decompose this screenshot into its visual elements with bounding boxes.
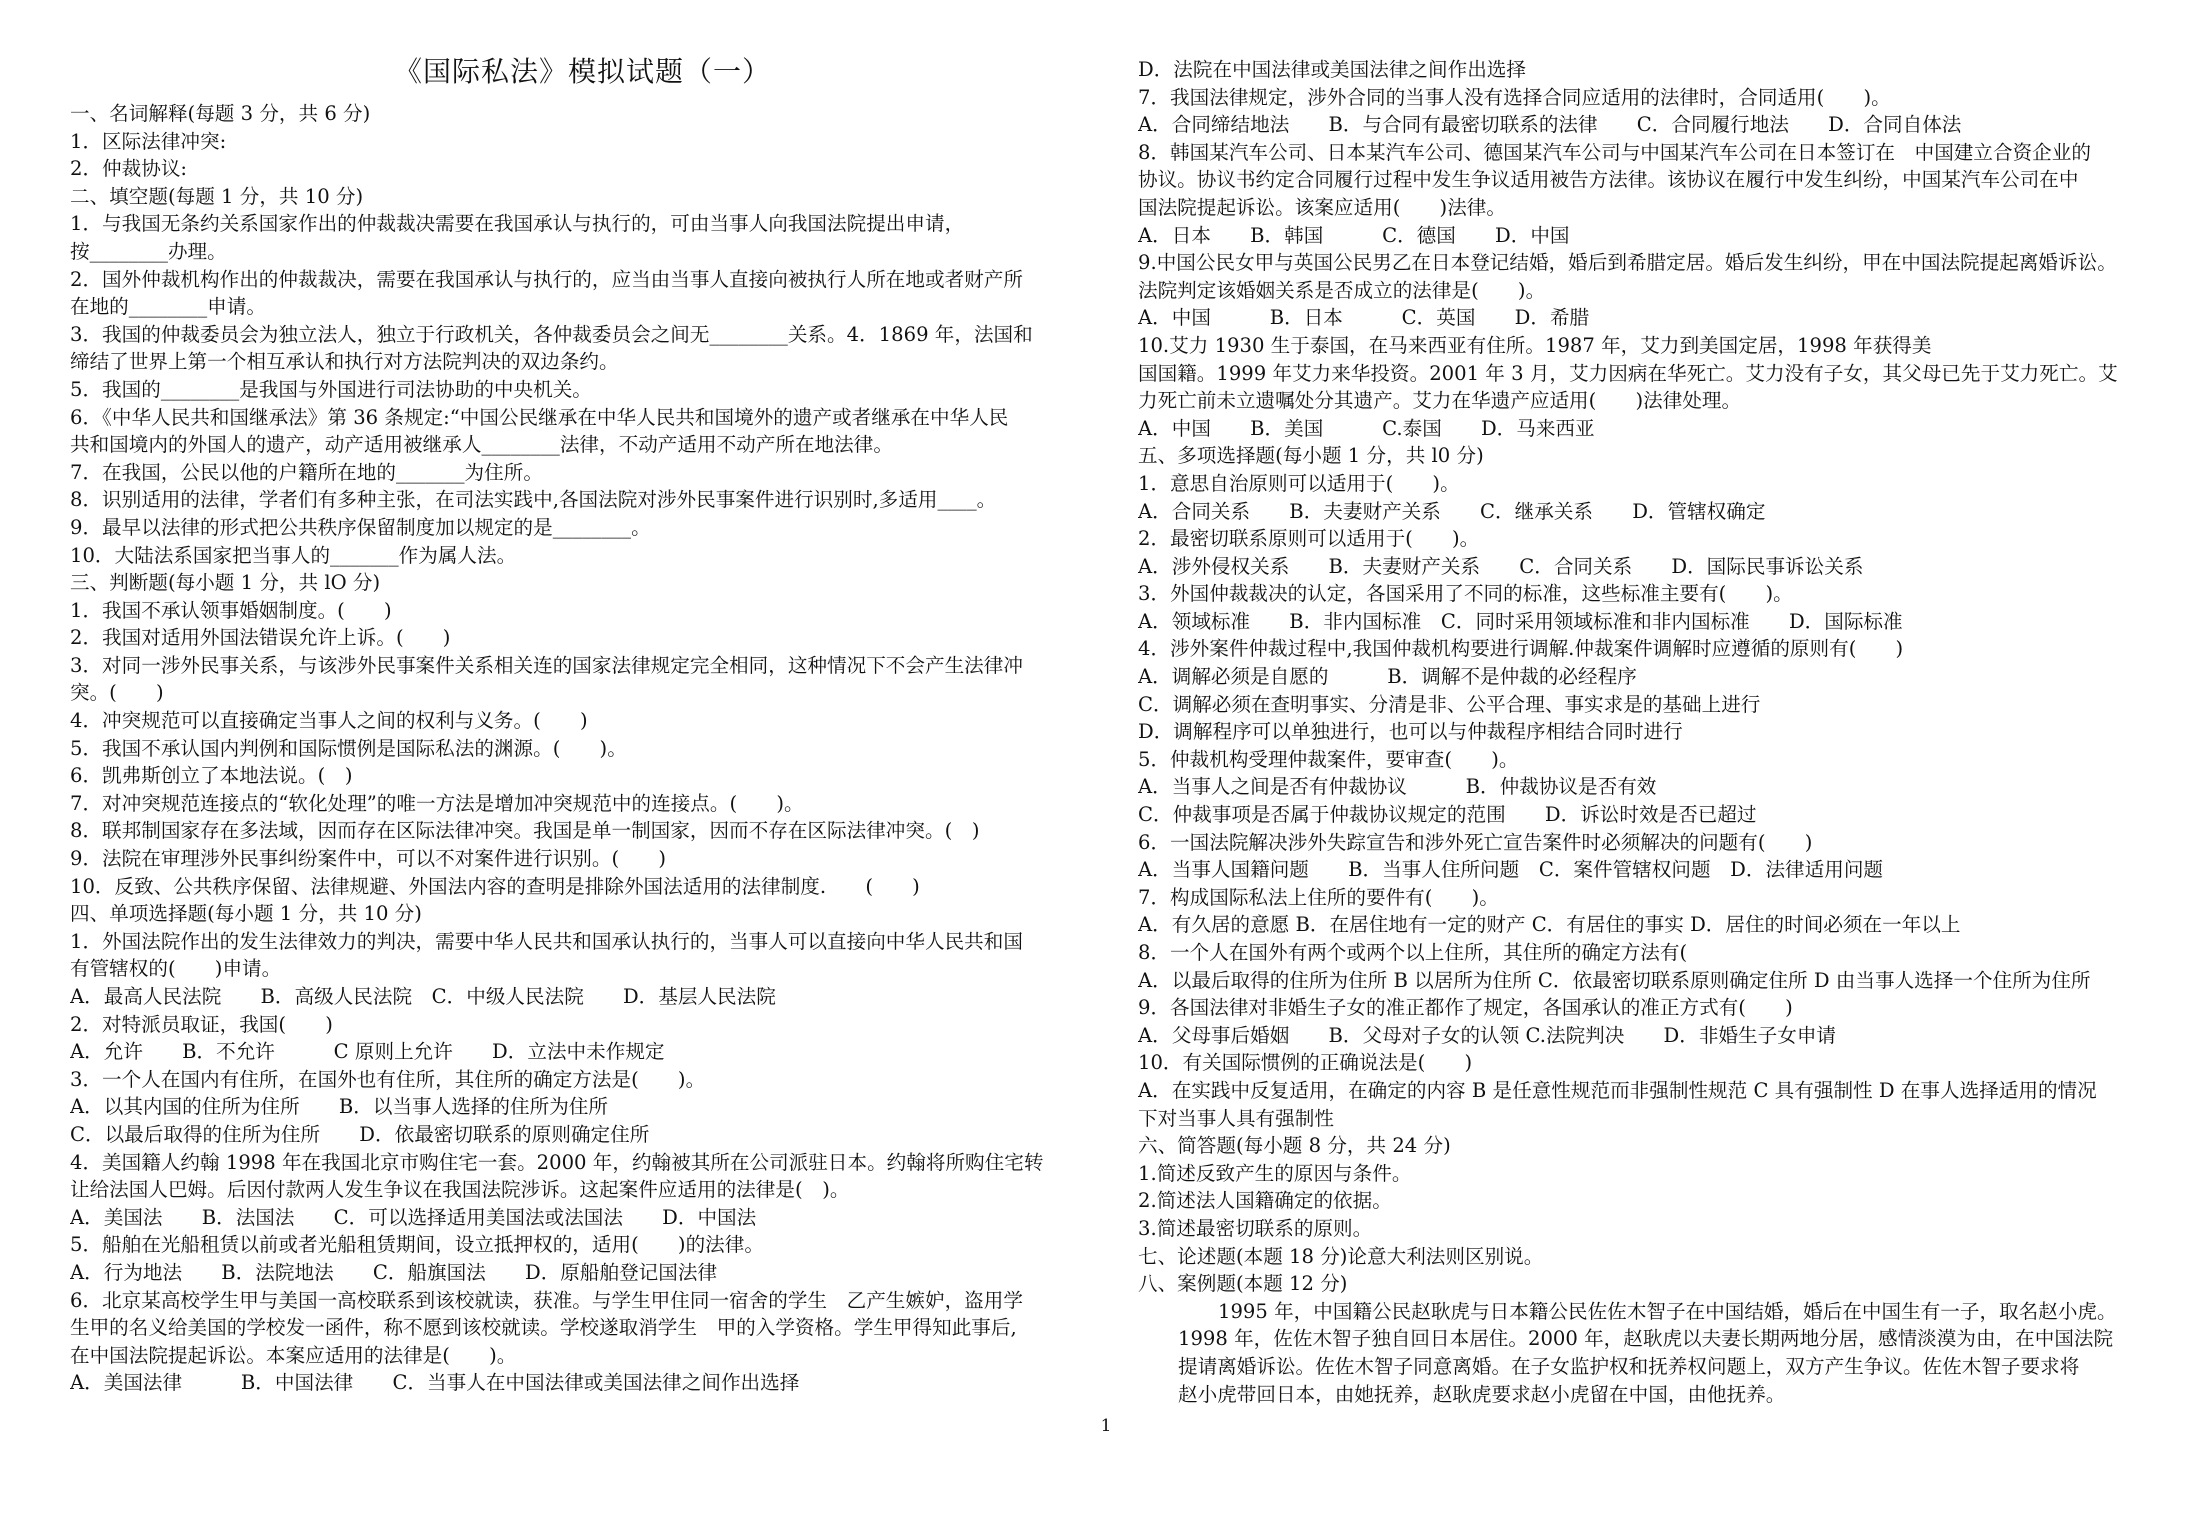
text-line: 7．对冲突规范连接点的“软化处理”的唯一方法是增加冲突规范中的连接点。( )。 [70,791,804,815]
text-line: 4．冲突规范可以直接确定当事人之间的权利与义务。( ) [70,709,588,733]
text-line: C．调解必须在查明事实、分清是非、公平合理、事实求是的基础上进行 [1138,692,1761,716]
text-line: A．美国法律 B．中国法律 C．当事人在中国法律或美国法律之间作出选择 [70,1371,800,1395]
text-line: 生甲的名义给美国的学校发一函件，称不愿到该校就读。学校遂取消学生 甲的入学资格。学生甲得知此事后, [70,1316,1017,1340]
text-line: 在地的________申请。 [70,295,266,319]
text-line: 一、名词解释(每题 3 分，共 6 分) [70,102,371,125]
text-line: 3．我国的仲裁委员会为独立法人，独立于行政机关，各仲裁委员会之间无________关系。4．1869 年，法国和 [70,322,1033,346]
text-line: A．行为地法 B．法院地法 C．船旗国法 D．原船舶登记国法律 [70,1260,718,1284]
text-line: 国国籍。1999 年艾力来华投资。2001 年 3 月，艾力因病在华死亡。艾力没有子女，其父母已先于艾力死亡。艾 [1138,361,2118,385]
text-line: 2．对特派员取证，我国( ) [70,1012,333,1036]
text-line: 7．在我国，公民以他的户籍所在地的_______为住所。 [70,460,543,484]
text-line: 4．涉外案件仲裁过程中,我国仲裁机构要进行调解.仲裁案件调解时应遵循的原则有( ) [1138,637,1904,661]
text-line: 让给法国人巴姆。后因付款两人发生争议在我国法院涉诉。这起案件应适用的法律是( )。 [70,1178,850,1202]
text-line: 1．区际法律冲突: [70,129,227,153]
text-line: 9．法院在审理涉外民事纠纷案件中，可以不对案件进行识别。( ) [70,847,666,871]
text-line: A．以其内国的住所为住所 B．以当事人选择的住所为住所 [70,1095,608,1119]
case-text [1138,1298,2160,1408]
text-line: 6．北京某高校学生甲与美国一高校联系到该校就读，获准。与学生甲住同一宿舍的学生 乙产生嫉妒，盗用学 [70,1288,1023,1312]
case-line: 1998 年，佐佐木智子独自回日本居住。2000 年，赵耿虎以夫妻长期两地分居，感情淡漠为由，在中国法院 [1178,1327,2114,1351]
text-line: A．当事人之间是否有仲裁协议 B．仲裁协议是否有效 [1138,775,1657,799]
text-line: 8．韩国某汽车公司、日本某汽车公司、德国某汽车公司与中国某汽车公司在日本签订在 中国建立合资企业的 [1138,140,2091,164]
text-line: 八、案例题(本题 12 分) [1138,1272,1348,1296]
text-line: 8．联邦制国家存在多法域，因而存在区际法律冲突。我国是单一制国家，因而不存在区际法律冲突。( ) [70,819,980,843]
text-line: 突。( ) [70,681,164,705]
text-line: A．有久居的意愿 B．在居住地有一定的财产 C．有居住的事实 D．居住的时间必须在一年以上 [1138,913,1961,937]
text-line: 2．国外仲裁机构作出的仲裁裁决，需要在我国承认与执行的，应当由当事人直接向被执行人所在地或者财产所 [70,267,1023,291]
case-line: 1995 年，中国籍公民赵耿虎与日本籍公民佐佐木智子在中国结婚，婚后在中国生有一子，取名赵小虎。 [1218,1299,2117,1323]
text-line: 10．反致、公共秩序保留、法律规避、外国法内容的查明是排除外国法适用的法律制度. ( ) [70,874,920,898]
text-line: A．涉外侵权关系 B．夫妻财产关系 C．合同关系 D．国际民事诉讼关系 [1138,554,1864,578]
text-line: 5．我国的________是我国与外国进行司法协助的中央机关。 [70,377,592,401]
text-line: 四、单项选择题(每小题 1 分，共 10 分) [70,902,422,926]
text-line: A．调解必须是自愿的 B．调解不是仲裁的必经程序 [1138,665,1637,689]
text-line: 8．一个人在国外有两个或两个以上住所，其住所的确定方法有( [1138,941,1688,964]
text-line: 10.艾力 1930 生于泰国，在马来西亚有住所。1987 年，艾力到美国定居，1998 年获得美 [1138,333,1932,357]
right-text-lines [1138,56,2160,1298]
text-line: 法院判定该婚姻关系是否成立的法律是( )。 [1138,278,1546,302]
text-line: 二、填空题(每题 1 分，共 10 分) [70,184,364,208]
text-line: 缔结了世界上第一个相互承认和执行对方法院判决的双边条约。 [70,350,619,374]
text-line: 3．外国仲裁裁决的认定，各国采用了不同的标准，这些标准主要有( )。 [1138,582,1793,606]
text-line: A．当事人国籍问题 B．当事人住所问题 C．案件管辖权问题 D．法律适用问题 [1138,858,1884,882]
text-line: 有管辖权的( )申请。 [70,957,282,981]
text-line: A．父母事后婚姻 B．父母对子女的认领 C.法院判决 D．非婚生子女申请 [1138,1023,1837,1047]
text-line: 3．一个人在国内有住所，在国外也有住所，其住所的确定方法是( )。 [70,1067,706,1091]
text-line: A．领域标准 B．非内国标准 C．同时采用领域标准和非内国标准 D．国际标准 [1138,609,1903,633]
text-line: C．仲裁事项是否属于仲裁协议规定的范围 D．诉讼时效是否已超过 [1138,803,1757,827]
page-number: 1 [1100,1416,1112,1436]
text-line: 8．识别适用的法律，学者们有多种主张，在司法实践中,各国法院对涉外民事案件进行识别时,多适用____。 [70,488,997,512]
text-line: 3．对同一涉外民事关系，与该涉外民事案件关系相关连的国家法律规定完全相同，这种情况下不会产生法律冲 [70,653,1023,677]
text-line: 1．与我国无条约关系国家作出的仲裁裁决需要在我国承认与执行的，可由当事人向我国法院提出申请， [70,212,965,236]
text-line: 2．我国对适用外国法错误允许上诉。( ) [70,626,451,650]
text-line: 在中国法院提起诉讼。本案应适用的法律是( )。 [70,1343,517,1367]
text-line: A．合同缔结地法 B．与合同有最密切联系的法律 C．合同履行地法 D．合同自体法 [1138,113,1962,137]
text-line: 10．大陆法系国家把当事人的_______作为属人法。 [70,543,517,567]
left-text-lines [70,100,1095,1397]
text-line: 4．美国籍人约翰 1998 年在我国北京市购住宅一套。2000 年，约翰被其所在公司派驻日本。约翰将所购住宅转 [70,1150,1044,1174]
text-line: 2．最密切联系原则可以适用于( )。 [1138,527,1480,551]
text-line: 协议。协议书约定合同履行过程中发生争议适用被告方法律。该协议在履行中发生纠纷，中国某汽车公司在中 [1138,168,2079,192]
text-line: 下对当事人具有强制性 [1138,1106,1334,1130]
text-line: 6．一国法院解决涉外失踪宣告和涉外死亡宣告案件时必须解决的问题有( ) [1138,830,1813,854]
text-line: A．中国 B．美国 C.泰国 D．马来西亚 [1138,416,1595,440]
text-line: 按________办理。 [70,239,227,263]
text-line: D．法院在中国法律或美国法律之间作出选择 [1138,58,1526,81]
text-line: 7．构成国际私法上住所的要件有( )。 [1138,885,1499,909]
left-column [70,52,1095,1397]
text-line: 10．有关国际惯例的正确说法是( ) [1138,1051,1473,1075]
text-line: 9．各国法律对非婚生子女的准正都作了规定，各国承认的准正方式有( ) [1138,996,1793,1020]
text-line: 共和国境内的外国人的遗产，动产适用被继承人________法律，不动产适用不动产所在地法律。 [70,433,893,457]
text-line: 9．最早以法律的形式把公共秩序保留制度加以规定的是________。 [70,515,651,539]
right-column [1138,56,2160,1408]
text-line: 9.中国公民女甲与英国公民男乙在日本登记结婚，婚后到希腊定居。婚后发生纠纷，甲在中国法院提起离婚诉讼。 [1138,251,2117,275]
text-line: 六、简答题(每小题 8 分，共 24 分) [1138,1134,1451,1158]
text-line: 2.简述法人国籍确定的依据。 [1138,1189,1392,1213]
text-line: A．中国 B．日本 C．英国 D．希腊 [1138,306,1590,330]
text-line: A．合同关系 B．夫妻财产关系 C．继承关系 D．管辖权确定 [1138,499,1766,523]
text-line: 三、判断题(每小题 1 分，共 lO 分) [70,571,381,595]
text-line: 6．《中华人民共和国继承法》第 36 条规定:“中国公民继承在中华人民共和国境外的遗产或者继承在中华人民 [70,405,1009,429]
text-line: 1.简述反致产生的原因与条件。 [1138,1161,1412,1185]
text-line: 5．仲裁机构受理仲裁案件，要审查( )。 [1138,747,1519,771]
text-line: 2．仲裁协议: [70,157,188,181]
text-line: 七、论述题(本题 18 分)论意大利法则区别说。 [1138,1244,1544,1268]
case-line: 提请离婚诉讼。佐佐木智子同意离婚。在子女监护权和抚养权问题上，双方产生争议。佐佐木智子要求将 [1178,1354,2080,1378]
text-line: 3.简述最密切联系的原则。 [1138,1216,1373,1240]
case-line: 赵小虎带回日本，由她抚养，赵耿虎要求赵小虎留在中国，由他抚养。 [1178,1382,1786,1406]
text-line: 5．我国不承认国内判例和国际惯例是国际私法的渊源。( )。 [70,736,627,760]
text-line: C．以最后取得的住所为住所 D．依最密切联系的原则确定住所 [70,1122,650,1146]
text-line: A．在实践中反复适用，在确定的内容 B 是任意性规范而非强制性规范 C 具有强制性 D 在事人选择适用的情况 [1138,1078,2097,1102]
text-line: A．美国法 B．法国法 C．可以选择适用美国法或法国法 D．中国法 [70,1205,757,1229]
text-line: 1．我国不承认领事婚姻制度。( ) [70,598,392,622]
text-line: A．以最后取得的住所为住所 B 以居所为住所 C．依最密切联系原则确定住所 D 由当事人选择一个住所为住所 [1138,968,2091,992]
page-title: 《国际私法》模拟试题（一） [393,55,771,88]
text-line: 5．船舶在光船租赁以前或者光船租赁期间，设立抵押权的，适用( )的法律。 [70,1233,764,1257]
text-line: A．最高人民法院 B．高级人民法院 C．中级人民法院 D．基层人民法院 [70,985,776,1008]
text-line: 1．意思自治原则可以适用于( )。 [1138,471,1460,495]
text-line: 1．外国法院作出的发生法律效力的判决，需要中华人民共和国承认执行的，当事人可以直接向中华人民共和国 [70,929,1023,953]
text-line: 7．我国法律规定，涉外合同的当事人没有选择合同应适用的法律时，合同适用( )。 [1138,85,1891,109]
text-line: D．调解程序可以单独进行，也可以与仲裁程序相结合同时进行 [1138,720,1683,744]
text-line: 力死亡前未立遗嘱处分其遗产。艾力在华遗产应适用( )法律处理。 [1138,389,1742,413]
text-line: A．允许 B．不允许 C 原则上允许 D．立法中未作规定 [70,1040,665,1064]
text-line: 6．凯弗斯创立了本地法说。( ) [70,764,353,788]
text-line: A．日本 B．韩国 C．德国 D．中国 [1138,223,1570,247]
text-line: 国法院提起诉讼。该案应适用( )法律。 [1138,195,1506,219]
text-line: 五、多项选择题(每小题 1 分，共 l0 分) [1138,444,1484,468]
